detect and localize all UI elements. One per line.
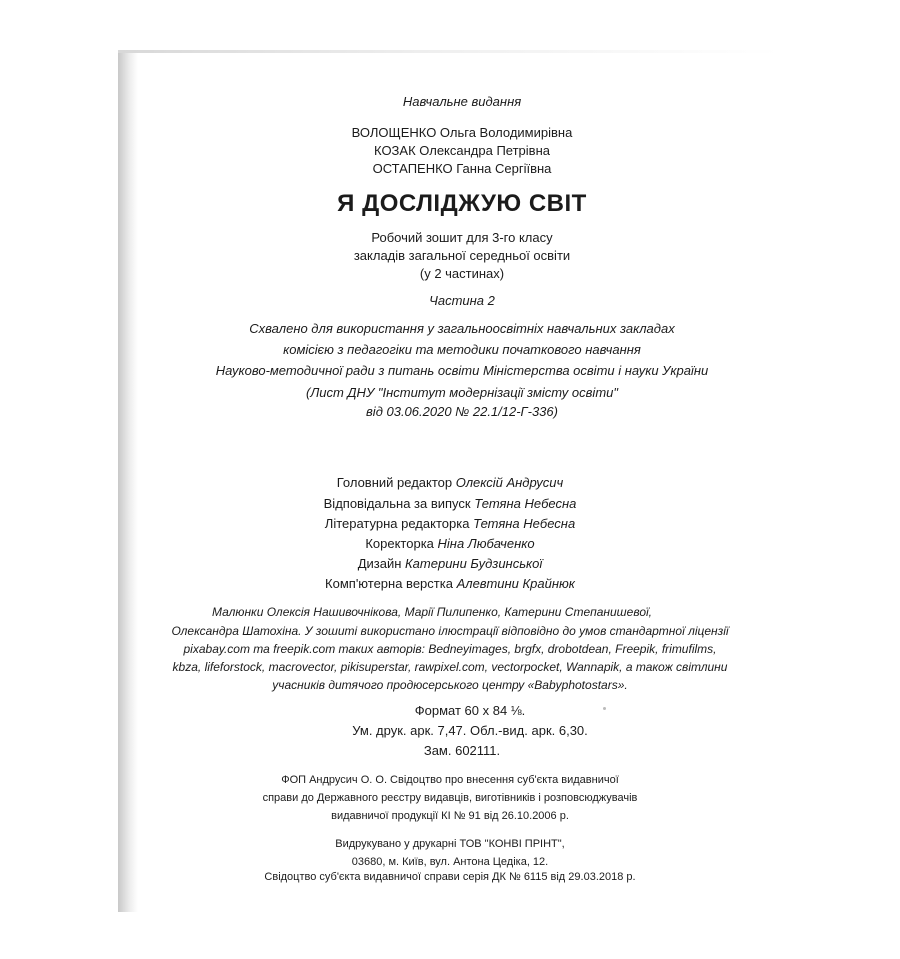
credit-role: Літературна редакторка bbox=[324, 516, 470, 531]
approval-line: комісією з педагогіки та методики початкового навчання bbox=[283, 342, 641, 357]
sheets-spec: Ум. друк. арк. 7,47. Обл.-вид. арк. 6,30. bbox=[352, 723, 588, 738]
credit-role: Комп'ютерна верстка bbox=[325, 576, 453, 591]
publisher-line: ФОП Андрусич О. О. Свідоцтво про внесення суб'єкта видавничої bbox=[281, 774, 619, 786]
author-line: ВОЛОЩЕНКО Ольга Володимирівна bbox=[351, 125, 573, 140]
publisher-line: справи до Державного реєстру видавців, виготівників і розповсюджувачів bbox=[262, 792, 638, 804]
credit-line bbox=[0, 516, 900, 531]
illustrations-line: учасників дитячого продюсерського центру «Babyphotostars». bbox=[272, 678, 628, 692]
credit-role: Дизайн bbox=[357, 556, 402, 571]
credit-name: Тетяна Небесна bbox=[474, 496, 577, 511]
credit-name: Алевтини Крайнюк bbox=[456, 576, 575, 591]
credit-name: Тетяна Небесна bbox=[473, 516, 576, 531]
subtitle-line: закладів загальної середньої освіти bbox=[353, 248, 571, 263]
credit-line bbox=[0, 475, 900, 490]
credit-role: Відповідальна за випуск bbox=[323, 496, 471, 511]
letter-line: від 03.06.2020 № 22.1/12-Г-336) bbox=[366, 404, 558, 419]
subtitle-line: Робочий зошит для 3-го класу bbox=[371, 230, 553, 245]
publisher-line: видавничої продукції КІ № 91 від 26.10.2006 р. bbox=[331, 810, 569, 822]
credit-name: Ніна Любаченко bbox=[437, 536, 535, 551]
author-line: ОСТАПЕНКО Ганна Сергіївна bbox=[372, 161, 552, 176]
credit-role: Коректорка bbox=[365, 536, 434, 551]
printer-line: 03680, м. Київ, вул. Антона Цедіка, 12. bbox=[351, 856, 549, 868]
approval-line: Науково-методичної ради з питань освіти Міністерства освіти і науки України bbox=[215, 363, 709, 378]
credit-line bbox=[0, 536, 900, 551]
page-top-edge bbox=[118, 50, 780, 53]
credit-line bbox=[0, 576, 900, 591]
approval-line: Схвалено для використання у загальноосвітніх навчальних закладах bbox=[249, 321, 675, 336]
printer-line: Видрукувано у друкарні ТОВ "КОНВІ ПРІНТ", bbox=[335, 838, 565, 850]
subtitle-line: (у 2 частинах) bbox=[419, 266, 505, 281]
scan-speck bbox=[603, 707, 606, 710]
illustrations-line: kbza, lifeforstock, macrovector, pikisuperstar, rawpixel.com, vectorpocket, Wannapik, а також світлини bbox=[172, 660, 728, 674]
illustrations-line: pixabay.com та freepik.com таких авторів: Bedneyimages, brgfx, drobotdean, Freepik, frimufilms, bbox=[183, 642, 717, 656]
illustrations-line: Малюнки Олексія Нашивочнікова, Марії Пилипенко, Катерини Степанишевої, bbox=[211, 605, 652, 619]
credit-name: Олексій Андрусич bbox=[455, 475, 564, 490]
printer-line: Свідоцтво суб'єкта видавничої справи серія ДК № 6115 від 29.03.2018 р. bbox=[264, 871, 636, 883]
edition-type: Навчальне видання bbox=[402, 94, 522, 109]
author-line: КОЗАК Олександра Петрівна bbox=[374, 143, 550, 158]
part-label: Частина 2 bbox=[429, 293, 495, 308]
order-number: Зам. 602111. bbox=[423, 743, 501, 758]
credit-line bbox=[0, 496, 900, 511]
format-spec: Формат 60 х 84 ⅛. bbox=[414, 703, 526, 718]
letter-line: (Лист ДНУ "Інститут модернізації змісту освіти" bbox=[305, 385, 618, 400]
credit-name: Катерини Будзинської bbox=[405, 556, 543, 571]
credit-role: Головний редактор bbox=[336, 475, 453, 490]
book-title: Я ДОСЛІДЖУЮ СВІТ bbox=[337, 190, 587, 217]
credit-line bbox=[0, 556, 900, 571]
illustrations-line: Олександра Шатохіна. У зошиті використано ілюстрації відповідно до умов стандартної ліцензії bbox=[171, 624, 729, 638]
